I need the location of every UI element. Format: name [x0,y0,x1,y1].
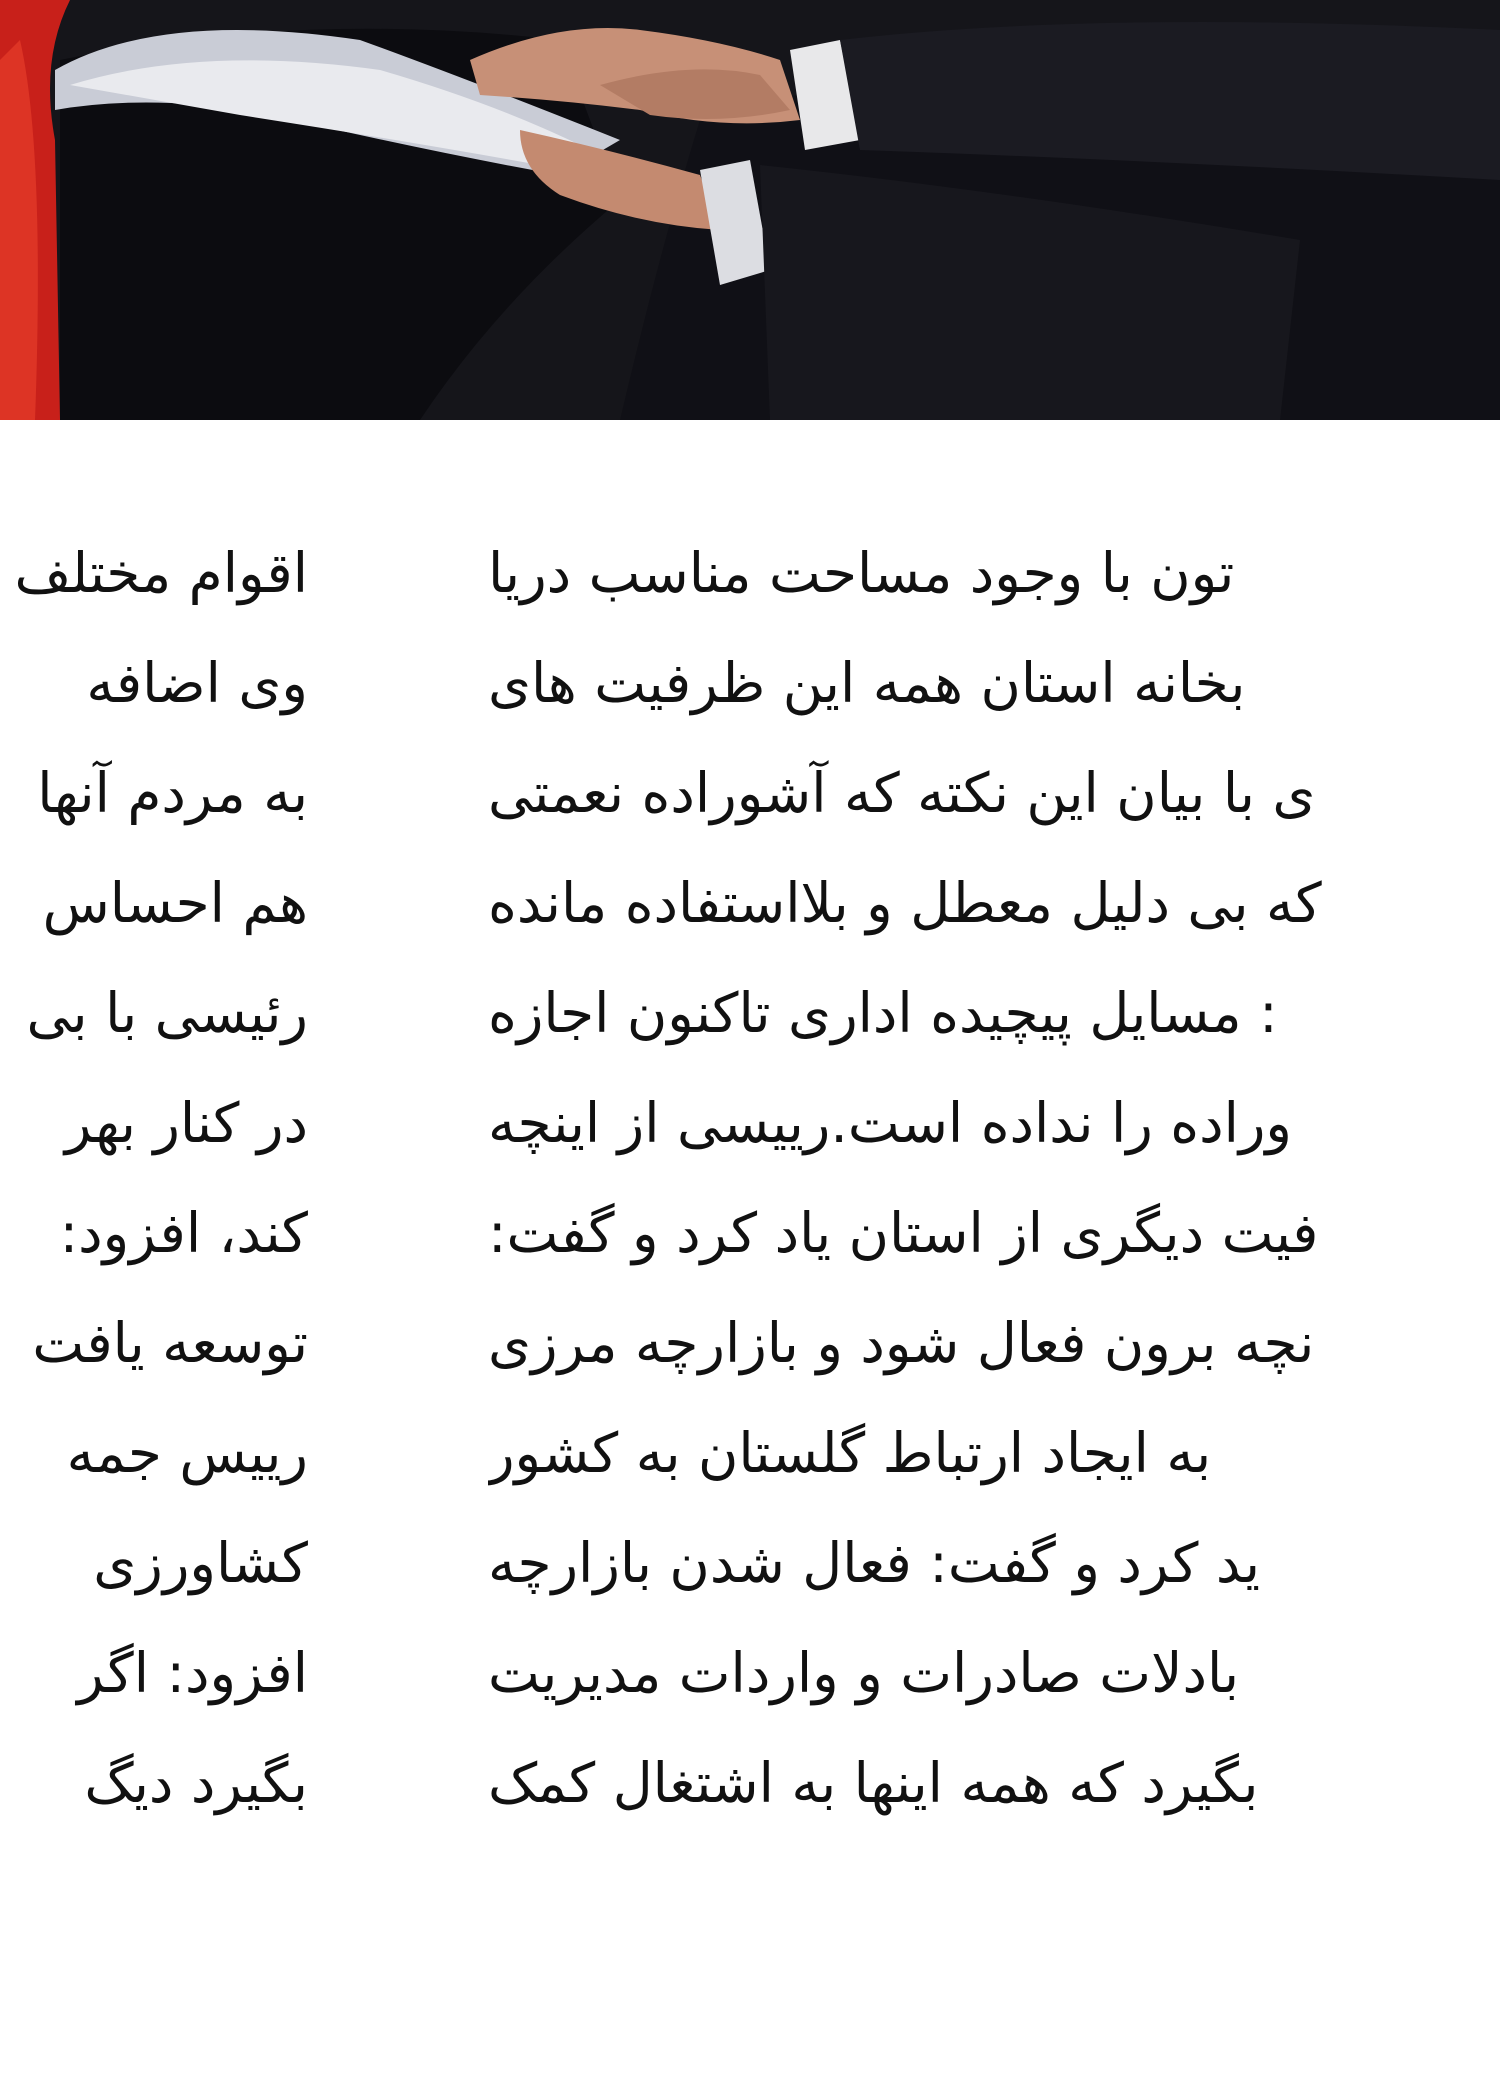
text-line: بخانه استان همه این ظرفیت های [488,651,1246,715]
text-line: توسعه یافت [32,1311,308,1375]
article-column-left [0,518,308,1838]
text-line: رییس جمه [66,1421,308,1485]
text-line: وی اضافه [86,651,308,715]
text-line: تون با وجود مساحت مناسب دریا [488,541,1235,605]
text-line: کند، افزود: [59,1201,308,1265]
text-line: که بی دلیل معطل و بلااستفاده مانده [488,871,1322,935]
text-line: به ایجاد ارتباط گلستان به کشور [488,1421,1212,1485]
article-column-right [488,518,1500,1838]
text-line: بگیرد که همه اینها به اشتغال کمک [488,1751,1259,1815]
article-photo [0,0,1500,420]
text-line: : مسایل پیچیده اداری تاکنون اجازه [488,981,1278,1045]
text-line: ید کرد و گفت: فعال شدن بازارچه [488,1531,1261,1595]
text-line: وراده را نداده است.رییسی از اینچه [488,1091,1292,1155]
text-line: هم احساس [42,871,308,935]
text-line: نچه برون فعال شود و بازارچه مرزی [488,1311,1315,1375]
text-line: افزود: اگر [77,1641,308,1705]
text-line: کشاورزی [93,1531,308,1595]
text-line: رئیسی با بی [26,981,308,1045]
text-line: فیت دیگری از استان یاد کرد و گفت: [488,1201,1319,1265]
text-line: در کنار بهر [64,1091,308,1155]
text-line: بادلات صادرات و واردات مدیریت [488,1641,1240,1705]
text-line: بگیرد دیگ [84,1751,308,1815]
text-line: اقوام مختلف [14,541,308,605]
photo-illustration [0,0,1500,420]
text-line: ی با بیان این نکته که آشوراده نعمتی [488,761,1316,825]
text-line: به مردم آنها [37,761,308,825]
